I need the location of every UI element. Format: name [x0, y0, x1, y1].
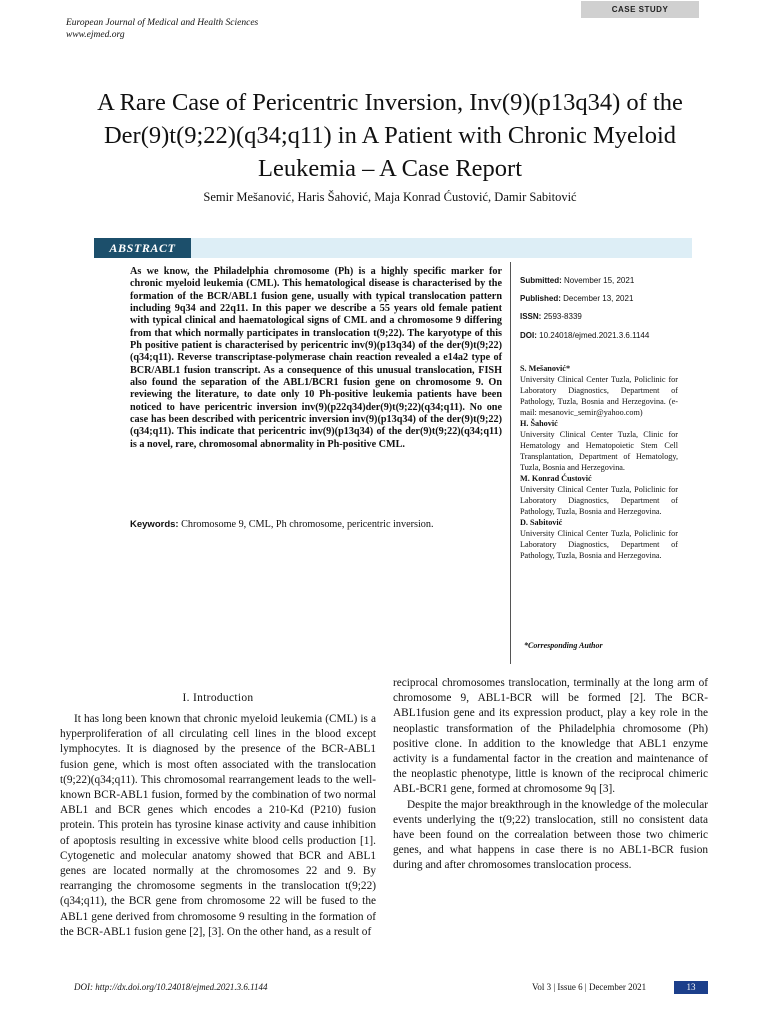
journal-header	[66, 17, 258, 41]
affiliations	[520, 363, 678, 561]
journal-name: European Journal of Medical and Health Sciences	[66, 18, 259, 28]
author-list: Semir Mešanović, Haris Šahović, Maja Konrad Ćustović, Damir Sabitović	[203, 190, 577, 204]
body-column-right	[393, 676, 708, 874]
affiliation-item: M. Konrad Ćustović University Clinical Center Tuzla, Policlinic for Laboratory Diagnostics, Department of Pathology, Tuzla, Bosnia and Herzegovina.	[520, 474, 678, 516]
footer-issue: Vol 3 | Issue 6 | December 2021	[532, 982, 647, 992]
affiliation-item: S. Mešanović* University Clinical Center Tuzla, Policlinic for Laboratory Diagnostics, Department of Pathology, Tuzla, Bosnia and Herzegovina. (e-mail: mesanovic_semir@yahoo.com)	[520, 364, 678, 417]
section-heading: I. Introduction	[182, 692, 254, 704]
intro-paragraph: It has long been known that chronic myeloid leukemia (CML) is a hyperproliferation of all circulating cell lines in the blood except lymphocytes. It is diagnosed by the presence of the BCR-ABL1 fusion gene, which is most often associated with the translocation t(9;22)(q34;q11). This chromosomal rearrangement leads to the well-known BCR-ABL1 fusion, formed by the combination of two normal ABL1 and BCR genes which encodes a 210-Kd (P210) fusion protein. This protein has tyrosine kinase activity and cause inhibition of apoptosis resulting in excessive white blood cells production [1]. Cytogenetic and molecular anatomy showed that BCR and ABL1 genes are located normally at the chromosomes 22 and 9. By rearranging the chromosome segments in the translocation t(9;22)(q34;q11), the BCR gene from chromosome 22 will be fused to the ABL1 gene derived from chromosome 9 resulting in the formation of the BCR-ABL1 fusion gene [2], [3]. On the other hand, as a result of	[60, 713, 376, 938]
doi: DOI: 10.24018/ejmed.2021.3.6.1144	[520, 330, 650, 340]
intro-paragraph: Despite the major breakthrough in the knowledge of the molecular events underlying the t(9;22) translocation, still no consistent data have been found on the correalation between those two chimeric genes, and what happens in case there is no ABL1-BCR fusion during and after chromosomes translocation process.	[393, 798, 708, 872]
article-title: A Rare Case of Pericentric Inversion, Inv(9)(p13q34) of the Der(9)t(9;22)(q34;q11) in A Patient with Chronic Myeloid Leukemia – A Case Report	[97, 89, 683, 182]
abstract-label: ABSTRACT	[94, 238, 191, 258]
corresponding-author-note: *Corresponding Author	[524, 641, 603, 650]
keywords-label: Keywords:	[130, 519, 179, 530]
affiliation-item: H. Šahović University Clinical Center Tuzla, Clinic for Hematology and Hematopoietic Stem Cell Transplantation, Department of Hematology, Tuzla, Bosnia and Herzegovina.	[520, 419, 678, 472]
abstract-paragraph: As we know, the Philadelphia chromosome (Ph) is a highly specific marker for chronic myeloid leukemia (CML). This hematological disease is characterised by the formation of the BCR/ABL1 fusion gene, usually with typical translocation pattern including 9q34 and 22q11. In this paper we describe a 55 years old female patient with typical clinical and haematological signs of CML and a chromosome 9 differing from that which normally participates in translocation t(9;22). The karyotype of this Ph positive patient is characterised by pericentric inv(9)(p13q34) of the der(9)t(9;22)(q34;q11). Reverse transcriptase-polymerase chain reaction revealed a e14a2 type of BCR/ABL1 fusion transcript. As a consequence of this unusual translocation, FISH also found the separation of the ABL1/BCR1 fusion gene on chromosome 9. On reviewing the literature, to date only 10 Ph-positive leukemia patients have been noticed to have pericentric inversion inv(9)(p22q34)der(9)t(9;22)(q34;q11). No one case has been described with pericentric inversion inv(9)(p13q34) of the der(9)t(9;22)(q34;q11). This indicate that pericentric inv(9)(p13q34) of the der(9)t(9;22)(q34;q11) is a novel, rare, chromosomal abnormality in Ph-positive CML.	[130, 266, 502, 450]
affiliation-item: D. Sabitović University Clinical Center Tuzla, Policlinic for Laboratory Diagnostics, Department of Pathology, Tuzla, Bosnia and Herzegovina.	[520, 518, 678, 560]
footer-doi: DOI: http://dx.doi.org/10.24018/ejmed.2021.3.6.1144	[74, 982, 268, 992]
published-date: Published: December 13, 2021	[520, 294, 634, 304]
article-type-badge: CASE STUDY	[581, 1, 699, 18]
page-number: 13	[674, 981, 708, 994]
keywords-text: Chromosome 9, CML, Ph chromosome, pericentric inversion.	[181, 519, 434, 530]
issn: ISSN: 2593-8339	[520, 312, 582, 322]
submitted-date: Submitted: November 15, 2021	[520, 276, 635, 285]
body-column-left	[60, 712, 376, 940]
sidebar-divider	[510, 262, 511, 664]
intro-paragraph-continued: reciprocal chromosomes translocation, terminally at the long arm of chromosome 9, ABL1-BCR will be formed [2]. The BCR-ABL1fusion gene and its expression product, play a key role in the neoplastic transformation of the Philadelphia chromosome (Ph) positive clone. In addition to the knowledge that ABL1 enzyme activity is a fundamental factor in the creation and maintenance of the neoplastic phenotype, little is known of the reciprocal chimeric ABL-BCR1 gene, formed at chromosome 9q [3].	[393, 677, 708, 796]
keywords	[130, 519, 502, 531]
abstract-text	[130, 266, 502, 451]
journal-website: www.ejmed.org	[66, 30, 125, 40]
article-meta	[520, 275, 678, 348]
